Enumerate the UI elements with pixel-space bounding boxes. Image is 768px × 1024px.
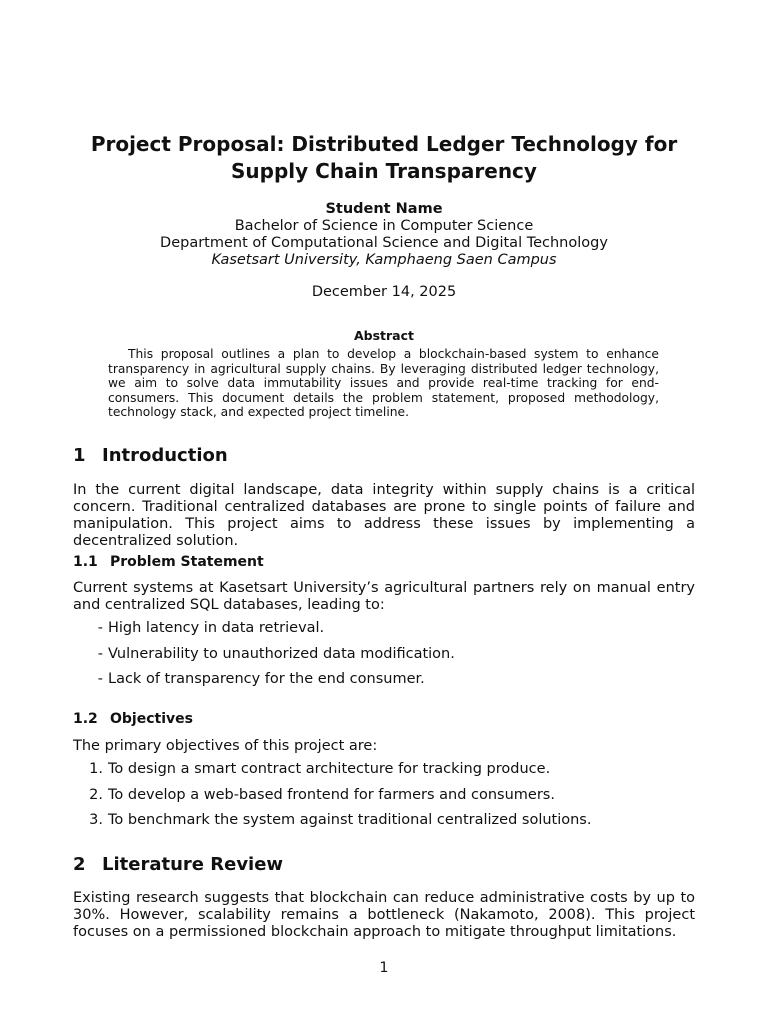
document-title [60, 131, 708, 185]
author-department: Department of Computational Science and Digital Technology [160, 235, 608, 251]
list-item-text: To design a smart contract architecture for tracking produce. [108, 761, 551, 777]
list-marker: 3. [89, 812, 103, 828]
objectives-paragraph: The primary objectives of this project are: [73, 738, 378, 754]
subsection-number: 1.2 [73, 711, 98, 727]
abstract-heading: Abstract [353, 328, 415, 343]
title-line-1: Project Proposal: Distributed Ledger Technology for [90, 132, 678, 156]
subsection-title: Problem Statement [110, 554, 264, 570]
list-item [73, 761, 695, 787]
list-item [73, 812, 695, 838]
list-item [73, 620, 695, 646]
page-number: 1 [379, 960, 389, 976]
list-item [73, 787, 695, 813]
subsection-title: Objectives [110, 711, 193, 727]
list-marker: - [97, 671, 103, 687]
subsection-number: 1.1 [73, 554, 98, 570]
introduction-paragraph: In the current digital landscape, data integrity within supply chains is a critical concern. Traditional centralized databases are prone to single points of failure and manipulation. This project aims to address these issues by implementing a decentralized solution. [73, 482, 695, 549]
subsection-objectives-heading [73, 710, 193, 728]
list-item-text: To benchmark the system against traditional centralized solutions. [108, 812, 592, 828]
list-marker: - [97, 620, 103, 636]
list-marker: - [97, 645, 103, 662]
author-campus: Kasetsart University, Kamphaeng Saen Campus [211, 252, 557, 268]
subsection-problem-heading [73, 553, 264, 571]
document-date: December 14, 2025 [311, 284, 457, 300]
list-item-text: Lack of transparency for the end consumer. [108, 671, 425, 687]
section-number: 1 [73, 445, 86, 466]
section-introduction-heading [73, 445, 228, 467]
list-item-text: Vulnerability to unauthorized data modification. [108, 645, 455, 662]
list-item-text: To develop a web-based frontend for farmers and consumers. [108, 786, 555, 803]
list-item-text: High latency in data retrieval. [108, 620, 325, 636]
section-number: 2 [73, 854, 86, 875]
section-literature-heading [73, 854, 283, 876]
author-name: Student Name [325, 201, 443, 217]
literature-paragraph: Existing research suggests that blockchain can reduce administrative costs by up to 30%. However, scalability remains a bottleneck (Nakamoto, 2008). This project focuses on a permissioned blockchain approach to mitigate throughput limitations. [73, 890, 695, 940]
problem-list [73, 620, 695, 697]
problem-paragraph: Current systems at Kasetsart University’s agricultural partners rely on manual entry and centralized SQL databases, leading to: [73, 580, 695, 613]
section-title: Introduction [102, 445, 228, 466]
list-marker: 1. [89, 761, 103, 777]
author-degree: Bachelor of Science in Computer Science [234, 218, 534, 234]
list-item [73, 671, 695, 697]
title-line-2: Supply Chain Transparency [231, 159, 537, 183]
author-block [60, 201, 708, 269]
list-marker: 2. [89, 786, 103, 803]
section-title: Literature Review [102, 854, 284, 875]
list-item [73, 646, 695, 672]
abstract-text: This proposal outlines a plan to develop a blockchain-based system to enhance transparency in agricultural supply chains. By leveraging distributed ledger technology, we aim to solve data immutability issues and provide real-time tracking for end-consumers. This document details the problem statement, proposed methodology, technology stack, and expected project timeline. [108, 347, 659, 420]
objectives-list [73, 761, 695, 838]
